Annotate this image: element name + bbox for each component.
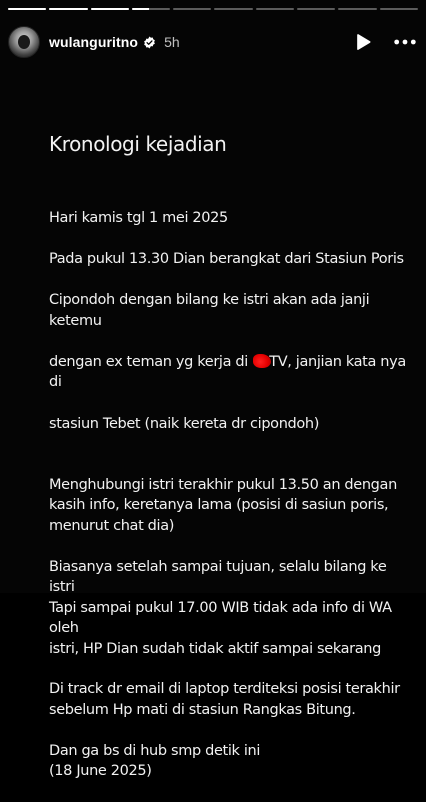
- story-text-content: [49, 132, 409, 802]
- progress-segment: [214, 8, 252, 10]
- play-icon[interactable]: [352, 31, 374, 53]
- paragraph-1-line: [49, 352, 409, 393]
- progress-segment-fill: [49, 8, 87, 10]
- paragraph-1-line: Hari kamis tgl 1 mei 2025: [49, 209, 228, 226]
- verified-badge-icon: [143, 36, 156, 49]
- post-time: 5h: [164, 34, 180, 50]
- story-header: [8, 24, 418, 60]
- paragraph-1-line: stasiun Tebet (naik kereta dr cipondoh): [49, 415, 320, 432]
- paragraph-1: [49, 187, 409, 455]
- progress-segment: [91, 8, 129, 10]
- paragraph-2: Menghubungi istri terakhir pukul 13.50 an dengan kasih info, keretanya lama (posisi di sasiun poris, menurut chat dia): [49, 476, 397, 534]
- paragraph-1-line: Cipondoh dengan bilang ke istri akan ada janji ketemu: [49, 291, 370, 329]
- text-before-redaction: dengan ex teman yg kerja di: [49, 353, 253, 370]
- paragraph-3: Biasanya setelah sampai tujuan, selalu bilang ke istri Tapi sampai pukul 17.00 WIB tidak ada info di WA oleh istri, HP Dian sudah tidak aktif sampai sekarang: [49, 558, 392, 657]
- progress-segment: [8, 8, 46, 10]
- avatar[interactable]: [8, 26, 40, 58]
- text-after-redaction: TV, janjian kata nya di: [49, 353, 406, 391]
- progress-segment: [173, 8, 211, 10]
- progress-segment: [380, 8, 418, 10]
- story-title: Kronologi kejadian: [49, 132, 227, 156]
- progress-segment-fill: [8, 8, 46, 10]
- progress-segment: [256, 8, 294, 10]
- progress-segment: [338, 8, 376, 10]
- paragraph-4: Di track dr email di laptop terditeksi posisi terakhir sebelum Hp mati di stasiun Rangkas Bitung.: [49, 681, 400, 719]
- paragraph-1-line: Pada pukul 13.30 Dian berangkat dari Stasiun Poris: [49, 250, 404, 267]
- username[interactable]: wulanguritno: [49, 34, 139, 50]
- paragraph-5: Dan ga bs di hub smp detik ini (18 June 2025): [49, 742, 261, 780]
- progress-segment-fill: [132, 8, 149, 10]
- progress-segment: [297, 8, 335, 10]
- more-icon[interactable]: [392, 31, 418, 53]
- progress-segment-fill: [91, 8, 129, 10]
- progress-segment: [49, 8, 87, 10]
- progress-segment: [132, 8, 170, 10]
- story-progress-bar: [8, 8, 418, 11]
